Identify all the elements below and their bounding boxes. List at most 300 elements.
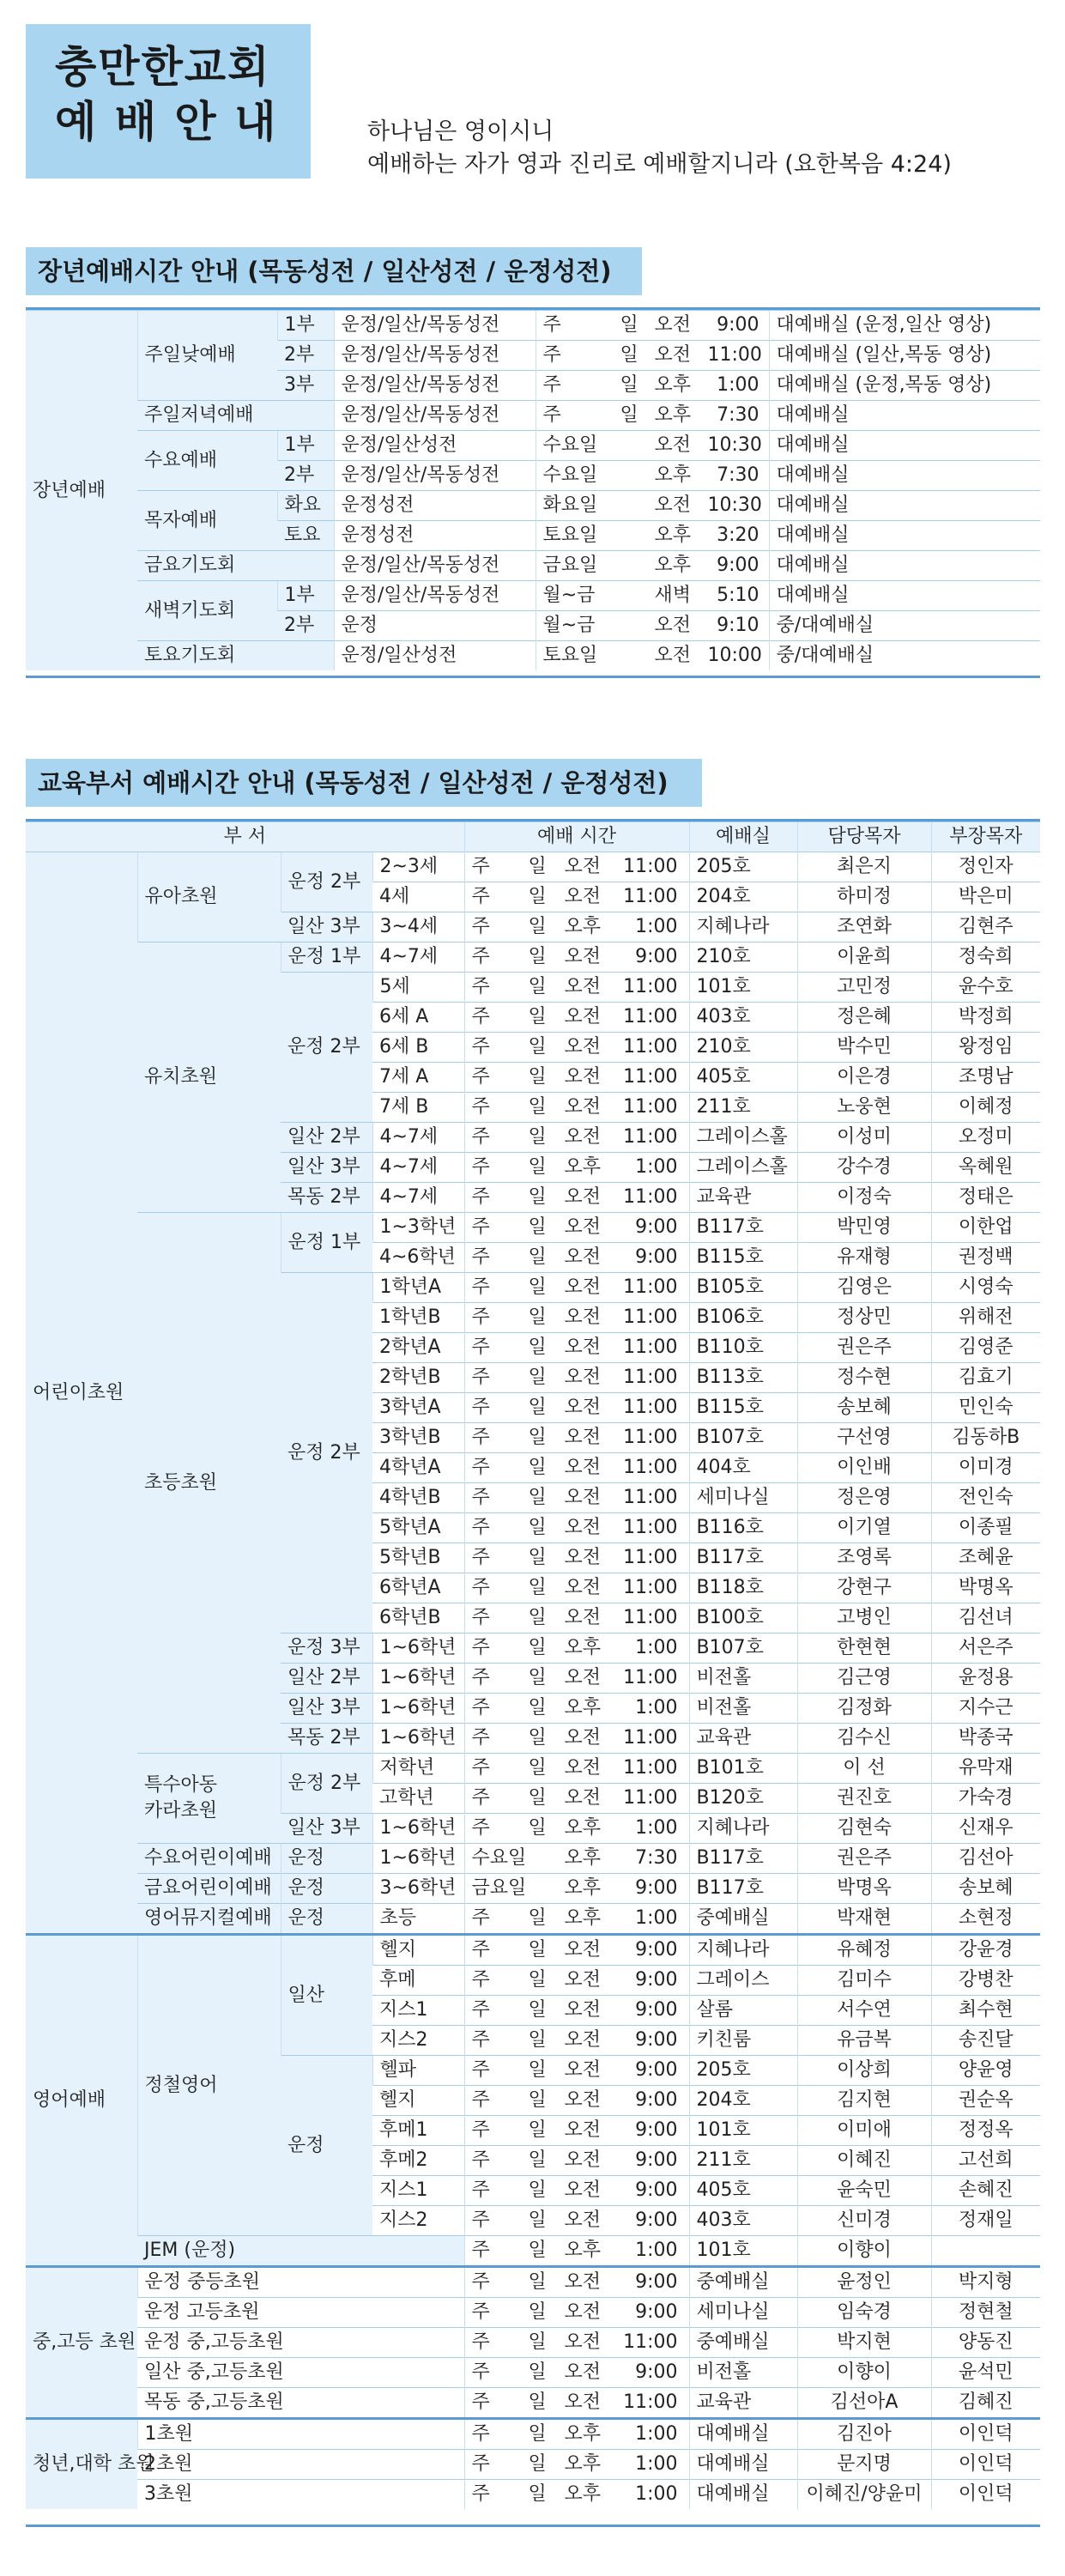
worship-room: 대예배실 bbox=[769, 581, 1040, 611]
worship-time-cell bbox=[536, 521, 769, 551]
worship-room: B105호 bbox=[689, 1273, 797, 1303]
day-label: 주 bbox=[471, 1306, 490, 1328]
table-row bbox=[26, 1904, 1040, 1935]
head-pastor: 최수현 bbox=[931, 1996, 1040, 2026]
time-period: 오후 bbox=[654, 404, 692, 426]
time-period: 오후 bbox=[564, 1637, 602, 1658]
time-value: 11:00 bbox=[623, 1306, 678, 1328]
time-value: 9:00 bbox=[635, 2301, 678, 2323]
worship-time-cell bbox=[464, 1273, 689, 1303]
department-group: 영어예배 bbox=[26, 1935, 137, 2267]
age-class: 헬지 bbox=[372, 2086, 464, 2116]
pastor-in-charge: 이성미 bbox=[797, 1123, 931, 1153]
time-period: 오전 bbox=[564, 2089, 602, 2111]
worship-time-cell bbox=[464, 2236, 689, 2267]
pastor-in-charge: 이인배 bbox=[797, 1453, 931, 1483]
head-pastor: 권정백 bbox=[931, 1243, 1040, 1273]
adult-worship-section-title: 장년예배시간 안내 (목동성전 / 일산성전 / 운정성전) bbox=[26, 247, 642, 295]
head-pastor: 전인숙 bbox=[931, 1483, 1040, 1513]
worship-room: 비전홀 bbox=[689, 1694, 797, 1724]
worship-time-cell bbox=[464, 1033, 689, 1063]
worship-time-cell bbox=[464, 1633, 689, 1664]
time-period: 오전 bbox=[564, 1517, 602, 1538]
worship-time-cell bbox=[536, 641, 769, 671]
time-period: 오후 bbox=[654, 464, 692, 486]
day-label: 주 bbox=[471, 2361, 490, 2383]
day-label-2: 일 bbox=[620, 374, 638, 396]
service-name: 토요기도회 bbox=[137, 641, 334, 671]
day-label-2: 일 bbox=[528, 916, 547, 937]
campus-service: 운정 3부 bbox=[281, 1633, 372, 1664]
worship-room: 비전홀 bbox=[689, 2358, 797, 2388]
age-class: 1~6학년 bbox=[372, 1694, 464, 1724]
time-value: 9:00 bbox=[635, 2209, 678, 2231]
pastor-in-charge: 노웅현 bbox=[797, 1093, 931, 1123]
department-name: 유치초원 bbox=[137, 943, 281, 1213]
time-value: 9:00 bbox=[717, 555, 759, 576]
day-label-2: 일 bbox=[528, 1607, 547, 1628]
education-worship-table bbox=[26, 821, 1040, 2509]
day-label-2: 일 bbox=[620, 314, 638, 336]
worship-room: 대예배실 bbox=[769, 491, 1040, 521]
worship-room: 211호 bbox=[689, 1093, 797, 1123]
time-period: 오전 bbox=[564, 1306, 602, 1328]
worship-room: 키친룸 bbox=[689, 2026, 797, 2056]
day-label-2: 일 bbox=[528, 2361, 547, 2383]
worship-time-cell bbox=[464, 1996, 689, 2026]
time-value: 9:00 bbox=[635, 2149, 678, 2171]
table-row bbox=[26, 943, 1040, 973]
worship-room: B110호 bbox=[689, 1333, 797, 1363]
head-pastor: 조명남 bbox=[931, 1063, 1040, 1093]
time-period: 오전 bbox=[564, 1186, 602, 1208]
time-period: 오전 bbox=[564, 1006, 602, 1027]
time-period: 오전 bbox=[564, 886, 602, 907]
day-label-2: 일 bbox=[620, 404, 638, 426]
time-value: 1:00 bbox=[635, 2483, 678, 2505]
head-pastor: 김선녀 bbox=[931, 1603, 1040, 1633]
age-class: 5학년B bbox=[372, 1543, 464, 1573]
department-subgroup: 3초원 bbox=[137, 2480, 464, 2510]
worship-room: 대예배실 bbox=[769, 521, 1040, 551]
head-pastor: 신재우 bbox=[931, 1814, 1040, 1844]
time-period: 오전 bbox=[564, 1126, 602, 1148]
day-label-2 bbox=[529, 1874, 565, 1903]
campus-location: 운정성전 bbox=[334, 491, 536, 521]
day-label-2 bbox=[620, 521, 655, 550]
day-label-2: 일 bbox=[528, 2391, 547, 2413]
pastor-in-charge: 구선영 bbox=[797, 1423, 931, 1453]
service-part: 1부 bbox=[277, 581, 334, 611]
age-class: 3~6학년 bbox=[372, 1874, 464, 1904]
adult-worship-table bbox=[26, 310, 1040, 670]
head-pastor: 시영숙 bbox=[931, 1273, 1040, 1303]
day-label-2 bbox=[620, 431, 655, 460]
column-header: 담당목자 bbox=[797, 822, 931, 852]
time-period: 오전 bbox=[564, 1969, 602, 1991]
time-value: 1:00 bbox=[635, 1156, 678, 1178]
education-worship-section-title: 교육부서 예배시간 안내 (목동성전 / 일산성전 / 운정성전) bbox=[26, 759, 702, 807]
day-label: 주 bbox=[471, 1487, 490, 1508]
worship-time-cell bbox=[464, 943, 689, 973]
time-value: 9:00 bbox=[635, 2361, 678, 2383]
time-period: 오전 bbox=[654, 344, 692, 366]
column-header: 부장목자 bbox=[931, 822, 1040, 852]
worship-time-cell bbox=[536, 401, 769, 431]
age-class: 후메1 bbox=[372, 2116, 464, 2146]
department-subgroup: 1초원 bbox=[137, 2419, 464, 2450]
service-part: 토요 bbox=[277, 521, 334, 551]
time-period: 오후 bbox=[564, 1877, 602, 1899]
age-class: 초등 bbox=[372, 1904, 464, 1935]
time-value: 11:00 bbox=[623, 1727, 678, 1749]
worship-time-cell bbox=[536, 341, 769, 371]
head-pastor: 오정미 bbox=[931, 1123, 1040, 1153]
time-period: 오전 bbox=[564, 2059, 602, 2081]
day-label-2: 일 bbox=[528, 1096, 547, 1118]
campus-location: 운정/일산/목동성전 bbox=[334, 551, 536, 581]
pastor-in-charge: 김진아 bbox=[797, 2419, 931, 2450]
time-value: 10:30 bbox=[707, 434, 762, 456]
day-label: 주 bbox=[471, 1787, 490, 1809]
time-value: 9:00 bbox=[635, 946, 678, 967]
table-row bbox=[26, 2298, 1040, 2328]
age-class: 1~6학년 bbox=[372, 1664, 464, 1694]
time-value: 1:00 bbox=[635, 916, 678, 937]
worship-room: 205호 bbox=[689, 852, 797, 882]
worship-room: B117호 bbox=[689, 1874, 797, 1904]
time-value: 11:00 bbox=[623, 1397, 678, 1418]
table-row bbox=[26, 2267, 1040, 2298]
department-group: 어린이초원 bbox=[26, 852, 137, 1935]
table-row bbox=[26, 2419, 1040, 2450]
pastor-in-charge: 김미수 bbox=[797, 1966, 931, 1996]
worship-time-cell bbox=[464, 2056, 689, 2086]
day-label-2: 일 bbox=[528, 1727, 547, 1749]
time-period: 오전 bbox=[564, 1999, 602, 2021]
time-value: 9:00 bbox=[635, 1999, 678, 2021]
day-label-2: 일 bbox=[528, 1427, 547, 1448]
time-value: 11:00 bbox=[623, 1276, 678, 1298]
day-label-2: 일 bbox=[528, 2423, 547, 2445]
service-part: 1부 bbox=[277, 311, 334, 341]
worship-room: 지혜나라 bbox=[689, 1935, 797, 1966]
time-value: 11:00 bbox=[623, 856, 678, 877]
worship-time-cell bbox=[464, 1093, 689, 1123]
pastor-in-charge: 이윤희 bbox=[797, 943, 931, 973]
day-label: 주 bbox=[471, 1817, 490, 1839]
campus-service: 운정 1부 bbox=[281, 1213, 372, 1273]
age-class: 헬파 bbox=[372, 2056, 464, 2086]
pastor-in-charge: 이미애 bbox=[797, 2116, 931, 2146]
worship-room: 중/대예배실 bbox=[769, 611, 1040, 641]
department-subgroup: 2초원 bbox=[137, 2450, 464, 2480]
time-value: 1:00 bbox=[635, 2453, 678, 2475]
pastor-in-charge: 윤숙민 bbox=[797, 2176, 931, 2206]
campus-service: 일산 3부 bbox=[281, 912, 372, 943]
time-value: 5:10 bbox=[717, 585, 759, 606]
time-period: 오전 bbox=[654, 645, 692, 666]
table-row bbox=[26, 2328, 1040, 2358]
pastor-in-charge: 김현숙 bbox=[797, 1814, 931, 1844]
day-label: 주 bbox=[471, 1999, 490, 2021]
time-period: 오전 bbox=[564, 1096, 602, 1118]
worship-room: 404호 bbox=[689, 1453, 797, 1483]
day-label: 주 bbox=[471, 1637, 490, 1658]
time-period: 오전 bbox=[654, 314, 692, 336]
day-label: 주 bbox=[471, 2301, 490, 2323]
worship-time-cell bbox=[464, 2146, 689, 2176]
age-class: 6학년A bbox=[372, 1573, 464, 1603]
worship-time-cell bbox=[464, 1363, 689, 1393]
service-part: 화요 bbox=[277, 491, 334, 521]
age-class: 4학년A bbox=[372, 1453, 464, 1483]
age-class: 6학년B bbox=[372, 1603, 464, 1633]
day-label: 주 bbox=[471, 2029, 490, 2051]
pastor-in-charge: 강수경 bbox=[797, 1153, 931, 1183]
day-label-2: 일 bbox=[528, 2209, 547, 2231]
time-period: 오전 bbox=[654, 615, 692, 636]
worship-room: 그레이스 bbox=[689, 1966, 797, 1996]
day-label: 주 bbox=[471, 1727, 490, 1749]
time-period: 오전 bbox=[564, 1487, 602, 1508]
worship-room: B117호 bbox=[689, 1213, 797, 1243]
day-label: 주 bbox=[542, 344, 561, 366]
church-logo bbox=[26, 24, 311, 179]
worship-guide-title: 예 배 안 내 bbox=[55, 97, 278, 147]
head-pastor: 이인덕 bbox=[931, 2419, 1040, 2450]
campus-service: 일산 3부 bbox=[281, 1694, 372, 1724]
time-period: 오전 bbox=[564, 1787, 602, 1809]
worship-time-cell bbox=[464, 2358, 689, 2388]
age-class: 지스2 bbox=[372, 2206, 464, 2236]
table-row bbox=[26, 1213, 1040, 1243]
age-class: 4~6학년 bbox=[372, 1243, 464, 1273]
worship-room: 대예배실 bbox=[689, 2419, 797, 2450]
pastor-in-charge: 이기열 bbox=[797, 1513, 931, 1543]
day-label: 주 bbox=[471, 2240, 490, 2261]
worship-time-cell bbox=[464, 1784, 689, 1814]
time-period: 오전 bbox=[564, 1427, 602, 1448]
time-period: 오전 bbox=[564, 2209, 602, 2231]
day-label: 주 bbox=[471, 1036, 490, 1058]
day-label: 주 bbox=[471, 2059, 490, 2081]
worship-time-cell bbox=[464, 2267, 689, 2298]
day-label: 월~금 bbox=[542, 615, 596, 636]
worship-room: 세미나실 bbox=[689, 2298, 797, 2328]
head-pastor: 이혜정 bbox=[931, 1093, 1040, 1123]
age-class: 6세 B bbox=[372, 1033, 464, 1063]
worship-room: 중/대예배실 bbox=[769, 641, 1040, 671]
worship-time-cell bbox=[464, 2026, 689, 2056]
time-period: 오전 bbox=[564, 2271, 602, 2293]
day-label: 주 bbox=[471, 886, 490, 907]
time-period: 새벽 bbox=[654, 585, 692, 606]
pastor-in-charge: 조연화 bbox=[797, 912, 931, 943]
head-pastor: 지수근 bbox=[931, 1694, 1040, 1724]
worship-room: 지혜나라 bbox=[689, 1814, 797, 1844]
worship-time-cell bbox=[464, 1724, 689, 1754]
time-period: 오후 bbox=[564, 916, 602, 937]
time-value: 9:00 bbox=[635, 1877, 678, 1899]
pastor-in-charge: 유혜정 bbox=[797, 1935, 931, 1966]
day-label: 주 bbox=[471, 1096, 490, 1118]
time-value: 11:00 bbox=[623, 886, 678, 907]
age-class: 저학년 bbox=[372, 1754, 464, 1784]
table-row bbox=[26, 2480, 1040, 2510]
time-value: 1:00 bbox=[635, 1697, 678, 1718]
worship-time-cell bbox=[464, 1844, 689, 1874]
service-part: 3부 bbox=[277, 371, 334, 401]
service-part: 2부 bbox=[277, 611, 334, 641]
worship-time-cell bbox=[536, 431, 769, 461]
day-label-2: 일 bbox=[528, 1969, 547, 1991]
head-pastor: 김혜진 bbox=[931, 2388, 1040, 2419]
time-value: 11:00 bbox=[623, 2331, 678, 2353]
pastor-in-charge: 고민정 bbox=[797, 973, 931, 1003]
time-value: 9:00 bbox=[635, 2089, 678, 2111]
time-period: 오전 bbox=[654, 494, 692, 516]
worship-time-cell bbox=[464, 2328, 689, 2358]
campus-location: 운정/일산성전 bbox=[334, 641, 536, 671]
time-value: 11:00 bbox=[623, 1757, 678, 1779]
table-row bbox=[26, 1844, 1040, 1874]
department-name: 정철영어 bbox=[137, 1935, 281, 2236]
worship-time-cell bbox=[464, 1664, 689, 1694]
worship-time-cell bbox=[464, 1423, 689, 1453]
worship-room: B115호 bbox=[689, 1243, 797, 1273]
worship-time-cell bbox=[464, 852, 689, 882]
head-pastor: 김효기 bbox=[931, 1363, 1040, 1393]
day-label: 주 bbox=[471, 1066, 490, 1088]
pastor-in-charge: 박명옥 bbox=[797, 1874, 931, 1904]
time-value: 11:00 bbox=[623, 1547, 678, 1568]
day-label-2: 일 bbox=[528, 1817, 547, 1839]
worship-room: 101호 bbox=[689, 2116, 797, 2146]
age-class: 1~6학년 bbox=[372, 1724, 464, 1754]
pastor-in-charge: 이혜진/양윤미 bbox=[797, 2480, 931, 2510]
department-subgroup: 운정 고등초원 bbox=[137, 2298, 464, 2328]
worship-room: 대예배실 bbox=[769, 551, 1040, 581]
verse-line-2: 예배하는 자가 영과 진리로 예배할지니라 (요한복음 4:24) bbox=[367, 151, 952, 178]
time-period: 오전 bbox=[564, 1276, 602, 1298]
worship-room: 대예배실 bbox=[769, 431, 1040, 461]
worship-time-cell bbox=[464, 1573, 689, 1603]
time-value: 1:00 bbox=[635, 1817, 678, 1839]
time-value: 1:00 bbox=[717, 374, 759, 396]
day-label: 수요일 bbox=[542, 434, 598, 456]
worship-time-cell bbox=[464, 2298, 689, 2328]
worship-room: 중예배실 bbox=[689, 2328, 797, 2358]
day-label: 주 bbox=[471, 1907, 490, 1929]
time-period: 오전 bbox=[564, 2331, 602, 2353]
worship-room: 교육관 bbox=[689, 1724, 797, 1754]
day-label: 주 bbox=[471, 1246, 490, 1268]
worship-time-cell bbox=[536, 611, 769, 641]
worship-time-cell bbox=[464, 882, 689, 912]
time-period: 오전 bbox=[564, 1577, 602, 1598]
head-pastor: 옥혜원 bbox=[931, 1153, 1040, 1183]
age-class: 7세 B bbox=[372, 1093, 464, 1123]
worship-room: 205호 bbox=[689, 2056, 797, 2086]
campus-service: 일산 3부 bbox=[281, 1814, 372, 1844]
pastor-in-charge: 김지현 bbox=[797, 2086, 931, 2116]
head-pastor: 박지형 bbox=[931, 2267, 1040, 2298]
day-label: 주 bbox=[471, 1517, 490, 1538]
campus-service: 운정 1부 bbox=[281, 943, 372, 973]
campus-location: 운정/일산/목동성전 bbox=[334, 461, 536, 491]
table-row bbox=[26, 852, 1040, 882]
day-label: 주 bbox=[471, 2453, 490, 2475]
day-label-2: 일 bbox=[528, 1999, 547, 2021]
worship-time-cell bbox=[464, 1063, 689, 1093]
day-label: 주 bbox=[471, 1577, 490, 1598]
head-pastor: 윤수호 bbox=[931, 973, 1040, 1003]
day-label-2: 일 bbox=[528, 1156, 547, 1178]
worship-time-cell bbox=[464, 2388, 689, 2419]
day-label: 주 bbox=[471, 2423, 490, 2445]
church-name: 충만한교회 bbox=[55, 42, 271, 92]
worship-room: 그레이스홀 bbox=[689, 1123, 797, 1153]
head-pastor bbox=[931, 2236, 1040, 2267]
time-period: 오전 bbox=[564, 2361, 602, 2383]
time-value: 1:00 bbox=[635, 2423, 678, 2445]
day-label-2: 일 bbox=[528, 1186, 547, 1208]
column-header: 부 서 bbox=[26, 822, 464, 852]
department-name: 초등초원 bbox=[137, 1213, 281, 1754]
head-pastor: 이미경 bbox=[931, 1453, 1040, 1483]
day-label: 주 bbox=[542, 374, 561, 396]
head-pastor: 윤석민 bbox=[931, 2358, 1040, 2388]
time-value: 11:00 bbox=[623, 1006, 678, 1027]
time-period: 오후 bbox=[564, 2423, 602, 2445]
time-period: 오전 bbox=[564, 2391, 602, 2413]
head-pastor: 왕정임 bbox=[931, 1033, 1040, 1063]
time-value: 9:00 bbox=[635, 2119, 678, 2141]
worship-time-cell bbox=[536, 461, 769, 491]
pastor-in-charge: 고병인 bbox=[797, 1603, 931, 1633]
day-label: 주 bbox=[471, 1457, 490, 1478]
day-label: 주 bbox=[471, 1427, 490, 1448]
pastor-in-charge: 박민영 bbox=[797, 1213, 931, 1243]
day-label-2: 일 bbox=[528, 2119, 547, 2141]
worship-room: 403호 bbox=[689, 2206, 797, 2236]
worship-time-cell bbox=[464, 1213, 689, 1243]
age-class: 2~3세 bbox=[372, 852, 464, 882]
time-period: 오후 bbox=[564, 1907, 602, 1929]
head-pastor: 정숙희 bbox=[931, 943, 1040, 973]
worship-time-cell bbox=[464, 1153, 689, 1183]
head-pastor: 박명옥 bbox=[931, 1573, 1040, 1603]
time-period: 오전 bbox=[564, 2179, 602, 2201]
time-period: 오전 bbox=[564, 2301, 602, 2323]
age-class: 헬지 bbox=[372, 1935, 464, 1966]
time-value: 9:00 bbox=[635, 2029, 678, 2051]
day-label: 주 bbox=[471, 2119, 490, 2141]
age-class: 후메2 bbox=[372, 2146, 464, 2176]
pastor-in-charge: 김정화 bbox=[797, 1694, 931, 1724]
service-name: 목자예배 bbox=[137, 491, 277, 551]
head-pastor: 정정옥 bbox=[931, 2116, 1040, 2146]
head-pastor: 조혜윤 bbox=[931, 1543, 1040, 1573]
day-label-2: 일 bbox=[528, 1577, 547, 1598]
day-label-2 bbox=[620, 551, 655, 580]
time-value: 9:00 bbox=[635, 1969, 678, 1991]
day-label-2: 일 bbox=[528, 1637, 547, 1658]
campus-service: 운정 2부 bbox=[281, 852, 372, 912]
time-value: 11:00 bbox=[623, 2391, 678, 2413]
table-row bbox=[26, 431, 1040, 461]
